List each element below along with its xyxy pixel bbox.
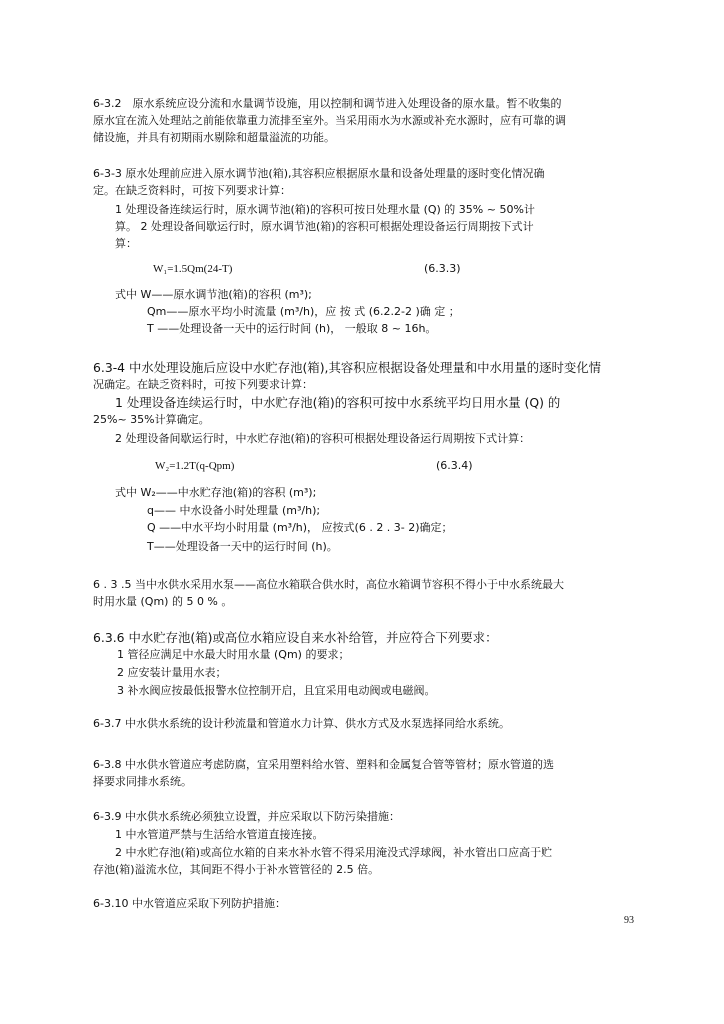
- text-line: 1 处理设备连续运行时，原水调节池(箱)的容积可按日处理水量 (Q) 的 35% ~ 50%计: [115, 203, 535, 216]
- formula: W₁=1.5Qm(24-T): [153, 263, 233, 275]
- text-line: 1 管径应满足中水最大时用水量 (Qm) 的要求；: [117, 648, 350, 661]
- text-line: T——处理设备一天中的运行时间 (h)。: [147, 540, 338, 553]
- text-line: 2 应安装计量用水表；: [117, 666, 227, 679]
- text-line: 6 . 3 .5 当中水供水采用水泵——高位水箱联合供水时，高位水箱调节容积不得小于中水系统最大: [93, 578, 564, 591]
- text-line: 2 处理设备间歇运行时，中水贮存池(箱)的容积可根据处理设备运行周期按下式计算：: [115, 432, 531, 445]
- text-line: 储设施，并具有初期雨水剔除和超量溢流的功能。: [93, 131, 335, 144]
- text-line: 6-3.10 中水管道应采取下列防护措施：: [93, 897, 286, 910]
- text-line: 算。 2 处理设备间歇运行时，原水调节池(箱)的容积可根据处理设备运行周期按下式计: [115, 220, 534, 233]
- text-line: 算：: [115, 237, 137, 250]
- text-line: 存池(箱)溢流水位，其间距不得小于补水管管径的 2.5 倍。: [93, 863, 380, 876]
- text-line: 6-3.2 原水系统应设分流和水量调节设施，用以控制和调节进入处理设备的原水量。暂不收集的: [93, 97, 562, 110]
- text-line: 6-3.7 中水供水系统的设计秒流量和管道水力计算、供水方式及水泵选择同给水系统。: [93, 717, 510, 730]
- text-line: T ——处理设备一天中的运行时间 (h)， 一般取 8 ~ 16h。: [147, 322, 437, 335]
- text-line: 6-3-3 原水处理前应进入原水调节池(箱),其容积应根据原水量和设备处理量的逐时变化情况确: [93, 167, 545, 180]
- text-line: 1 处理设备连续运行时，中水贮存池(箱)的容积可按中水系统平均日用水量 (Q) 的: [115, 395, 561, 410]
- text-line: q—— 中水设备小时处理量 (m³/h);: [147, 504, 321, 517]
- text-line: 6.3-4 中水处理设施后应设中水贮存池(箱),其容积应根据设备处理量和中水用量的逐时变化情: [93, 360, 602, 375]
- text-line: 原水宜在流入处理站之前能依靠重力流排至室外。当采用雨水为水源或补充水源时，应有可靠的调: [93, 114, 566, 127]
- text-line: Q ——中水平均小时用量 (m³/h)， 应按式(6 . 2 . 3- 2)确定；: [147, 521, 453, 534]
- text-line: Qm——原水平均小时流量 (m³/h)，应 按 式 (6.2.2-2 )确 定 ；: [147, 305, 460, 318]
- text-line: 6.3.6 中水贮存池(箱)或高位水箱应设自来水补给管，并应符合下列要求：: [93, 630, 498, 645]
- formula-number: (6.3.4): [436, 459, 473, 472]
- text-line: 式中 W₂——中水贮存池(箱)的容积 (m³);: [115, 486, 317, 499]
- text-line: 定。在缺乏资料时，可按下列要求计算：: [93, 184, 291, 197]
- text-line: 时用水量 (Qm) 的 5 0 % 。: [93, 595, 233, 608]
- text-line: 6-3.9 中水供水系统必须独立设置，并应采取以下防污染措施：: [93, 810, 400, 823]
- page-number: 93: [624, 915, 634, 926]
- text-line: 25%~ 35%计算确定。: [93, 413, 210, 426]
- text-line: 式中 W——原水调节池(箱)的容积 (m³);: [115, 288, 312, 301]
- formula: W₂=1.2T(q-Qpm): [155, 460, 235, 472]
- formula-number: (6.3.3): [424, 262, 461, 275]
- text-line: 2 中水贮存池(箱)或高位水箱的自来水补水管不得采用淹没式浮球阀，补水管出口应高于贮: [115, 846, 553, 859]
- text-line: 择要求同排水系统。: [93, 775, 192, 788]
- text-line: 6-3.8 中水供水管道应考虑防腐，宜采用塑料给水管、塑料和金属复合管等管材；原水管道的选: [93, 758, 554, 771]
- text-line: 况确定。在缺乏资料时，可按下列要求计算：: [93, 378, 313, 391]
- text-line: 3 补水阀应按最低报警水位控制开启，且宜采用电动阀或电磁阀。: [117, 684, 436, 697]
- text-line: 1 中水管道严禁与生活给水管道直接连接。: [115, 828, 324, 841]
